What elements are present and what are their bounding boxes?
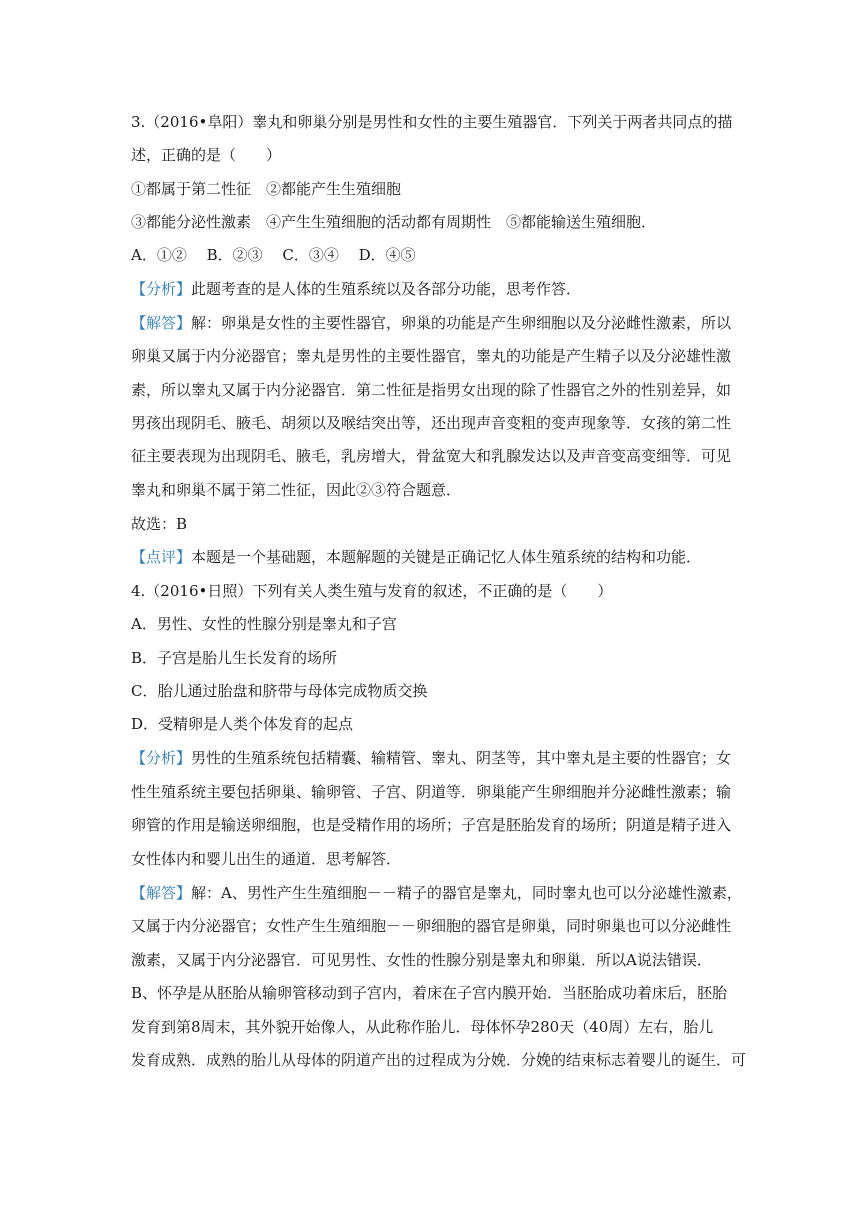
analysis-text: 男性的生殖系统包括精囊、输精管、睾丸、阴茎等，其中睾丸是主要的性器官；女	[191, 749, 732, 767]
analysis-tag: 【分析】	[131, 749, 192, 767]
question-4-option-c: C．胎儿通过胎盘和脐带与母体完成物质交换	[131, 682, 428, 700]
analysis-text: 此题考查的是人体的生殖系统以及各部分功能，思考作答．	[191, 280, 582, 298]
question-3-analysis	[131, 279, 581, 299]
question-3-answer-line: 卵巢又属于内分泌器官；睾丸是男性的主要性器官，睾丸的功能是产生精子以及分泌雄性激	[131, 347, 732, 365]
question-4-answer-line: 激素，又属于内分泌器官．可见男性、女性的性腺分别是睾丸和卵巢．所以A说法错误．	[131, 951, 712, 969]
question-4-option-b: B．子宫是胎儿生长发育的场所	[131, 649, 338, 667]
question-4-analysis	[131, 748, 731, 768]
comment-text: 本题是一个基础题，本题解题的关键是正确记忆人体生殖系统的结构和功能．	[191, 548, 702, 566]
answer-text: 解：卵巢是女性的主要性器官，卵巢的功能是产生卵细胞以及分泌雌性激素，所以	[191, 314, 732, 332]
question-3-items-cont: ③都能分泌性激素 ④产生生殖细胞的活动都有周期性 ⑤都能输送生殖细胞．	[131, 213, 657, 231]
question-3-items: ①都属于第二性征 ②都能产生生殖细胞	[131, 180, 402, 198]
question-4-answer	[131, 883, 742, 903]
question-3-choice: 故选：B	[131, 515, 188, 533]
comment-tag: 【点评】	[131, 548, 192, 566]
answer-text: 解：A、男性产生生殖细胞－－精子的器官是睾丸，同时睾丸也可以分泌雄性激素，	[191, 884, 742, 902]
question-3-options: A．①② B．②③ C．③④ D．④⑤	[131, 246, 416, 264]
question-4-analysis-line: 卵管的作用是输送卵细胞，也是受精作用的场所；子宫是胚胎发育的场所；阴道是精子进入	[131, 816, 732, 834]
question-3-stem: 3.（2016•阜阳）睾丸和卵巢分别是男性和女性的主要生殖器官．下列关于两者共同点的描	[131, 113, 733, 131]
analysis-tag: 【分析】	[131, 280, 192, 298]
question-3-answer-line: 男孩出现阴毛、腋毛、胡须以及喉结突出等，还出现声音变粗的变声现象等．女孩的第二性	[131, 414, 732, 432]
question-3-answer-line: 素，所以睾丸又属于内分泌器官．第二性征是指男女出现的除了性器官之外的性别差异，如	[131, 381, 732, 399]
question-3-answer-line: 征主要表现为出现阴毛、腋毛，乳房增大，骨盆宽大和乳腺发达以及声音变高变细等．可见	[131, 447, 732, 465]
answer-tag: 【解答】	[131, 884, 192, 902]
question-4-answer-line: 发育成熟．成熟的胎儿从母体的阴道产出的过程成为分娩．分娩的结束标志着婴儿的诞生．可	[131, 1051, 747, 1069]
answer-tag: 【解答】	[131, 314, 192, 332]
question-3-comment	[131, 547, 701, 567]
question-4-analysis-line: 性生殖系统主要包括卵巢、输卵管、子宫、阴道等．卵巢能产生卵细胞并分泌雌性激素；输	[131, 783, 732, 801]
question-4-analysis-line: 女性体内和婴儿出生的通道．思考解答．	[131, 850, 402, 868]
question-3-answer	[131, 313, 731, 333]
question-4-answer-line: B、怀孕是从胚胎从输卵管移动到子宫内，着床在子宫内膜开始．当胚胎成功着床后，胚胎	[131, 984, 728, 1002]
question-3-stem-cont: 述，正确的是（ ）	[131, 146, 282, 164]
question-3-answer-line: 睾丸和卵巢不属于第二性征，因此②③符合题意．	[131, 481, 462, 499]
question-4-answer-line: 发育到第8周末，其外貌开始像人，从此称作胎儿．母体怀孕280天（40周）左右，胎儿	[131, 1018, 714, 1036]
question-4-option-a: A．男性、女性的性腺分别是睾丸和子宫	[131, 615, 397, 633]
question-4-stem: 4.（2016•日照）下列有关人类生殖与发育的叙述，不正确的是（ ）	[131, 582, 613, 600]
question-4-option-d: D．受精卵是人类个体发育的起点	[131, 715, 354, 733]
question-4-answer-line: 又属于内分泌器官；女性产生生殖细胞－－卵细胞的器官是卵巢，同时卵巢也可以分泌雌性	[131, 917, 732, 935]
